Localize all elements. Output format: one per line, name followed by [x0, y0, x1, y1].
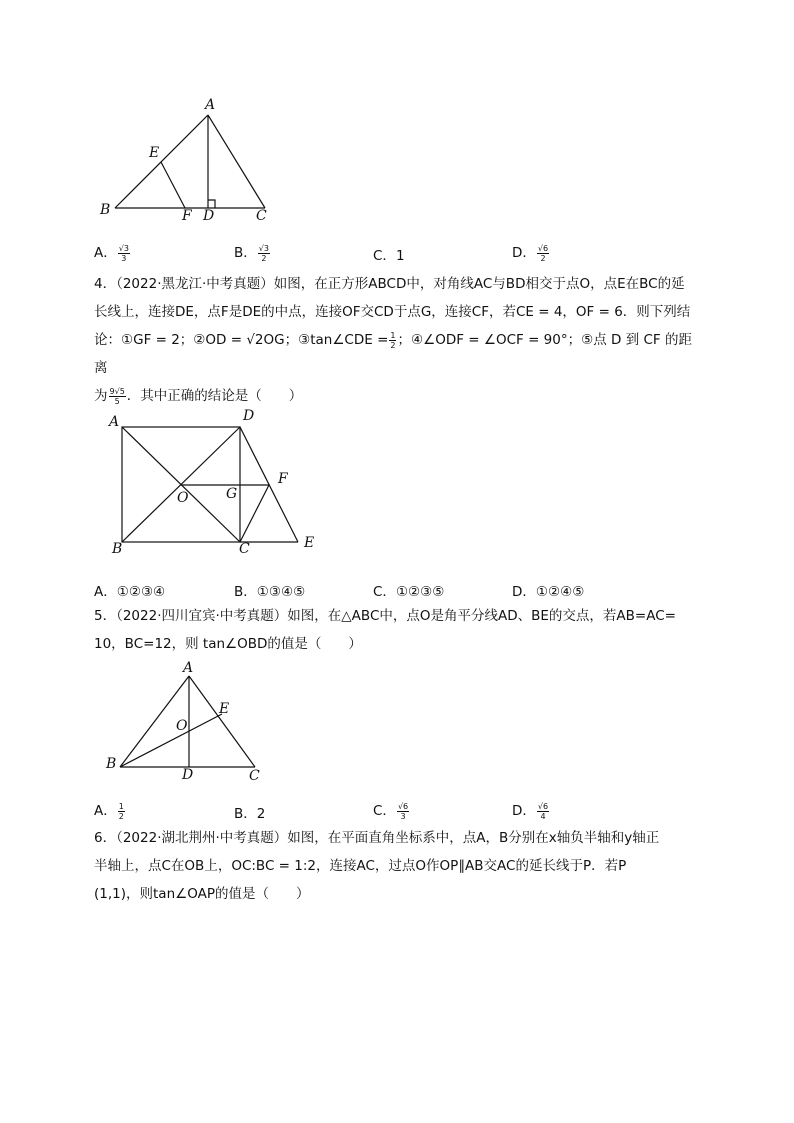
fig3-label-o: O [176, 718, 188, 734]
q3-option-b[interactable]: B． $\frac{√3}{2}$ [234, 243, 269, 263]
q4-line-3: 论：①GF = 2；②OD = √2OG；③tan∠CDE = $\frac{1}{2}$ ；④∠ODF = ∠OCF = 90°；⑤点 D 到 CF 的距离 [94, 330, 692, 376]
fig2-label-f: F [278, 471, 288, 487]
q3-option-a[interactable]: A． $\frac{√3}{3}$ [94, 243, 129, 263]
q5-option-d[interactable]: D． $\frac{√6}{4}$ [512, 801, 549, 821]
q5-option-b[interactable]: B．2 [234, 806, 266, 822]
q4-option-c[interactable]: C．①②③⑤ [373, 584, 445, 600]
fig3-label-b: B [106, 756, 117, 772]
q6-line-1: 6．（2022·湖北荆州·中考真题）如图，在平面直角坐标系中，点A，B分别在x轴负半轴和y轴正 [94, 830, 660, 846]
q6-line-2: 半轴上，点C在OB上，OC:BC = 1:2，连接AC，过点O作OP∥AB交AC的延长线于P．若P [94, 858, 627, 874]
fig3-label-d: D [182, 767, 194, 783]
q4-line-2: 长线上，连接DE，点F是DE的中点，连接OF交CD于点G，连接CF，若CE = 4，OF = 6．则下列结 [94, 304, 691, 320]
q4-option-a[interactable]: A．①②③④ [94, 584, 166, 600]
q5-line-2: 10，BC=12，则 tan∠OBD的值是（ ） [94, 636, 362, 652]
fig1-label-e: E [149, 145, 160, 161]
fig1-label-d: D [203, 208, 215, 224]
fig3-bisector-be [120, 714, 222, 767]
fig2-label-c: C [239, 541, 250, 557]
fig1-label-b: B [100, 202, 111, 218]
q5-option-c[interactable]: C． $\frac{√6}{3}$ [373, 801, 409, 821]
fig2-label-e: E [304, 535, 315, 551]
fig3-label-a: A [183, 660, 194, 676]
q3-option-c[interactable]: C．1 [373, 248, 405, 264]
fig3-label-c: C [249, 768, 260, 784]
q5-option-a[interactable]: A． $\frac{1}{2}$ [94, 801, 124, 821]
question-6 [94, 824, 700, 908]
q4-option-b[interactable]: B．①③④⑤ [234, 584, 306, 600]
fig1-label-a: A [205, 97, 216, 113]
q6-line-3: (1,1)，则tan∠OAP的值是（ ） [94, 886, 310, 902]
q4-option-d[interactable]: D．①②④⑤ [512, 584, 585, 600]
fig1-label-c: C [256, 208, 267, 224]
fig1-label-f: F [182, 208, 192, 224]
q3-option-d[interactable]: D． $\frac{√6}{2}$ [512, 243, 549, 263]
fig3-side-ac [189, 676, 255, 767]
fig2-label-a: A [109, 414, 120, 430]
q4-line-1: 4．（2022·黑龙江·中考真题）如图，在正方形ABCD中，对角线AC与BD相交于点O，点E在BC的延 [94, 276, 685, 292]
q4-line-4: 为 $\frac{9√5}{5}$ ．其中正确的结论是（ ） [94, 386, 303, 406]
fig2-label-b: B [112, 541, 123, 557]
fig3-label-e: E [219, 701, 230, 717]
fig2-label-o: O [177, 490, 189, 506]
fig2-label-d: D [243, 408, 255, 424]
q5-line-1: 5．（2022·四川宜宾·中考真题）如图，在△ABC中，点O是角平分线AD、BE的交点，若AB=AC= [94, 608, 676, 624]
fig2-label-g: G [226, 486, 238, 502]
